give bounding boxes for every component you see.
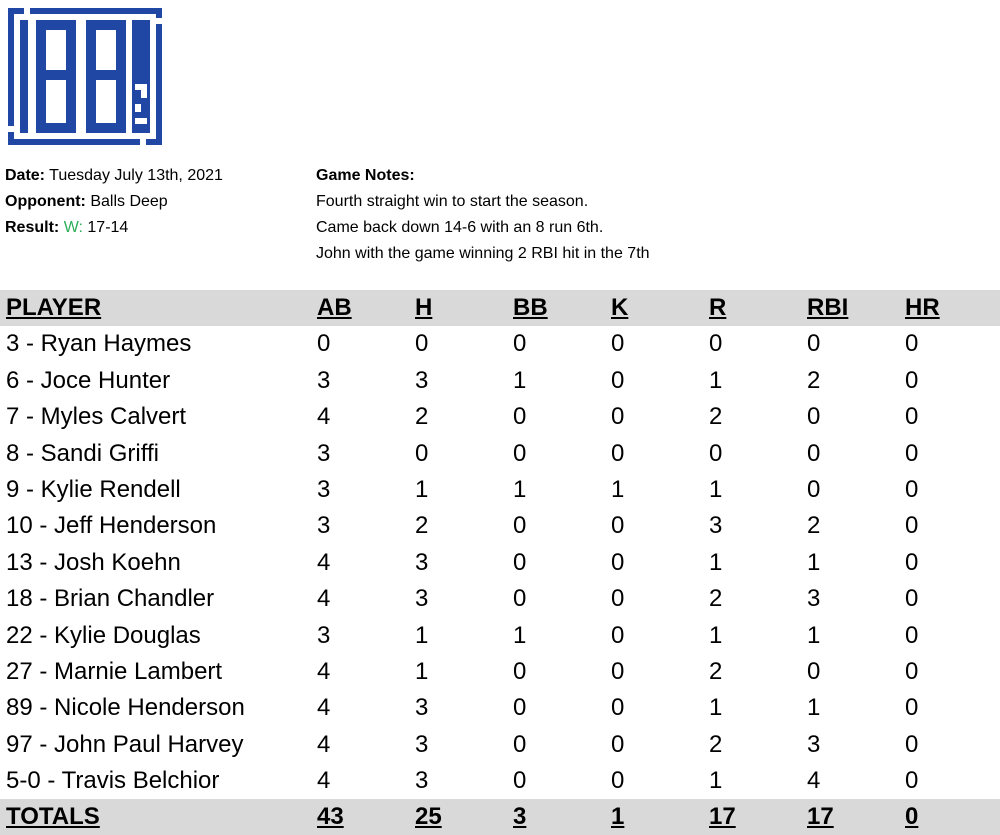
stat-cell bbox=[709, 690, 722, 726]
cell-value: 0 bbox=[709, 439, 723, 467]
stat-cell bbox=[905, 545, 918, 581]
stat-cell bbox=[415, 690, 428, 726]
stat-cell bbox=[611, 763, 624, 799]
cell-value: 0 bbox=[513, 330, 527, 358]
stat-cell bbox=[611, 508, 624, 544]
game-note-line: Fourth straight win to start the season. bbox=[316, 193, 589, 210]
stat-cell bbox=[317, 763, 330, 799]
stat-cell bbox=[317, 399, 330, 435]
stat-cell bbox=[415, 763, 428, 799]
stat-cell bbox=[807, 799, 834, 835]
cell-value: 4 bbox=[317, 403, 331, 431]
stat-cell bbox=[807, 763, 820, 799]
cell-value: 0 bbox=[905, 803, 919, 831]
cell-value: 0 bbox=[611, 512, 625, 540]
table-row bbox=[0, 618, 1000, 654]
cell-text: 97 - John Paul Harvey bbox=[6, 730, 244, 758]
stat-cell bbox=[317, 472, 330, 508]
cell-value: 2 bbox=[709, 730, 723, 758]
player-cell bbox=[6, 581, 214, 617]
opponent-value: Balls Deep bbox=[90, 193, 168, 210]
cell-value: 0 bbox=[513, 548, 527, 576]
cell-value: 1 bbox=[709, 694, 723, 722]
cell-text: 18 - Brian Chandler bbox=[6, 585, 215, 613]
stat-cell bbox=[513, 508, 526, 544]
cell-value: 1 bbox=[513, 366, 527, 394]
stat-cell bbox=[905, 799, 918, 835]
player-cell bbox=[6, 618, 201, 654]
cell-value: 17 bbox=[709, 803, 736, 831]
stat-cell bbox=[611, 799, 624, 835]
result-outcome: W: bbox=[63, 219, 83, 236]
stat-cell bbox=[611, 290, 628, 326]
stat-cell bbox=[905, 326, 918, 362]
stat-cell bbox=[415, 581, 428, 617]
cell-value: 0 bbox=[905, 366, 919, 394]
stat-cell bbox=[905, 363, 918, 399]
stat-cell bbox=[807, 326, 820, 362]
cell-value: 0 bbox=[513, 657, 527, 685]
player-cell bbox=[6, 508, 216, 544]
cell-value: 4 bbox=[317, 657, 331, 685]
cell-value: 1 bbox=[513, 475, 527, 503]
cell-value: 0 bbox=[513, 585, 527, 613]
cell-value: 3 bbox=[807, 730, 821, 758]
stat-cell bbox=[317, 363, 330, 399]
stat-cell bbox=[807, 290, 848, 326]
stat-cell bbox=[709, 472, 722, 508]
cell-value: 0 bbox=[905, 767, 919, 795]
table-row bbox=[0, 436, 1000, 472]
stat-cell bbox=[807, 581, 820, 617]
stat-cell bbox=[317, 508, 330, 544]
cell-value: K bbox=[611, 294, 629, 321]
stat-cell bbox=[513, 763, 526, 799]
cell-value: 25 bbox=[415, 803, 442, 831]
player-cell bbox=[6, 763, 219, 799]
stat-cell bbox=[905, 618, 918, 654]
cell-value: 0 bbox=[513, 403, 527, 431]
cell-value: 0 bbox=[807, 657, 821, 685]
cell-value: 0 bbox=[611, 548, 625, 576]
cell-value: 0 bbox=[905, 730, 919, 758]
stat-cell bbox=[513, 727, 526, 763]
date-label: Date: bbox=[5, 167, 46, 184]
stat-cell bbox=[807, 508, 820, 544]
stat-cell bbox=[905, 654, 918, 690]
player-cell bbox=[6, 399, 186, 435]
cell-value: 3 bbox=[415, 548, 429, 576]
stat-cell bbox=[415, 290, 432, 326]
cell-value: R bbox=[709, 294, 727, 321]
cell-value: 3 bbox=[317, 621, 331, 649]
stat-cell bbox=[513, 399, 526, 435]
stat-cell bbox=[709, 654, 722, 690]
cell-value: 3 bbox=[709, 512, 723, 540]
stat-cell bbox=[611, 618, 624, 654]
stat-cell bbox=[513, 690, 526, 726]
cell-text: PLAYER bbox=[6, 294, 102, 321]
cell-value: 1 bbox=[415, 621, 429, 649]
stat-cell bbox=[611, 654, 624, 690]
result-line bbox=[5, 215, 223, 241]
cell-value: 0 bbox=[415, 330, 429, 358]
cell-value: 2 bbox=[415, 512, 429, 540]
cell-value: 2 bbox=[709, 403, 723, 431]
result-score: 17-14 bbox=[87, 219, 129, 236]
table-row bbox=[0, 326, 1000, 362]
cell-value: 1 bbox=[611, 475, 625, 503]
cell-value: 17 bbox=[807, 803, 834, 831]
cell-text: 6 - Joce Hunter bbox=[6, 366, 171, 394]
cell-value: 0 bbox=[611, 330, 625, 358]
cell-value: 3 bbox=[807, 585, 821, 613]
cell-value: 0 bbox=[513, 730, 527, 758]
date-line bbox=[5, 163, 223, 189]
cell-value: 0 bbox=[611, 694, 625, 722]
cell-value: 0 bbox=[905, 439, 919, 467]
stat-cell bbox=[415, 799, 442, 835]
cell-value: 3 bbox=[317, 475, 331, 503]
stat-cell bbox=[317, 581, 330, 617]
stat-cell bbox=[709, 290, 726, 326]
stat-cell bbox=[415, 545, 428, 581]
stat-cell bbox=[513, 618, 526, 654]
cell-value: 4 bbox=[317, 585, 331, 613]
opponent-line bbox=[5, 189, 223, 215]
table-row bbox=[0, 508, 1000, 544]
player-cell bbox=[6, 545, 181, 581]
stat-cell bbox=[317, 799, 344, 835]
stat-cell bbox=[905, 472, 918, 508]
cell-value: 0 bbox=[415, 439, 429, 467]
cell-value: 1 bbox=[513, 621, 527, 649]
cell-value: 1 bbox=[709, 475, 723, 503]
game-note-line: John with the game winning 2 RBI hit in the 7th bbox=[316, 245, 650, 262]
result-label: Result: bbox=[5, 219, 60, 236]
cell-text: 22 - Kylie Douglas bbox=[6, 621, 201, 649]
cell-value: 2 bbox=[709, 657, 723, 685]
stat-cell bbox=[611, 472, 624, 508]
cell-value: 4 bbox=[317, 694, 331, 722]
stat-cell bbox=[709, 363, 722, 399]
stat-cell bbox=[709, 763, 722, 799]
table-row bbox=[0, 654, 1000, 690]
cell-value: 0 bbox=[513, 694, 527, 722]
stat-cell bbox=[415, 618, 428, 654]
stat-cell bbox=[905, 727, 918, 763]
player-cell bbox=[6, 690, 245, 726]
stat-cell bbox=[611, 363, 624, 399]
stat-cell bbox=[807, 363, 820, 399]
stat-cell bbox=[513, 581, 526, 617]
stat-cell bbox=[709, 581, 722, 617]
game-notes-title: Game Notes: bbox=[316, 167, 415, 184]
cell-value: 0 bbox=[611, 621, 625, 649]
stat-cell bbox=[513, 326, 526, 362]
cell-value: RBI bbox=[807, 294, 849, 321]
cell-value: 3 bbox=[415, 767, 429, 795]
stat-cell bbox=[905, 763, 918, 799]
stat-cell bbox=[905, 690, 918, 726]
stat-cell bbox=[905, 581, 918, 617]
stat-cell bbox=[415, 326, 428, 362]
cell-value: 3 bbox=[415, 730, 429, 758]
table-row bbox=[0, 763, 1000, 799]
stat-cell bbox=[513, 436, 526, 472]
stat-cell bbox=[905, 290, 940, 326]
stat-cell bbox=[807, 618, 820, 654]
cell-value: 3 bbox=[415, 585, 429, 613]
cell-value: 0 bbox=[611, 657, 625, 685]
table-header-row bbox=[0, 290, 1000, 326]
stat-cell bbox=[415, 654, 428, 690]
stat-cell bbox=[317, 654, 330, 690]
cell-text: 10 - Jeff Henderson bbox=[6, 512, 217, 540]
stat-cell bbox=[415, 472, 428, 508]
cell-value: 0 bbox=[807, 439, 821, 467]
stat-cell bbox=[807, 399, 820, 435]
stat-cell bbox=[709, 399, 722, 435]
table-row bbox=[0, 727, 1000, 763]
player-cell bbox=[6, 363, 170, 399]
cell-text: 7 - Myles Calvert bbox=[6, 403, 187, 431]
stat-cell bbox=[317, 690, 330, 726]
cell-text: 13 - Josh Koehn bbox=[6, 548, 181, 576]
date-value: Tuesday July 13th, 2021 bbox=[49, 167, 223, 184]
stat-cell bbox=[513, 545, 526, 581]
table-row bbox=[0, 363, 1000, 399]
cell-value: 1 bbox=[415, 657, 429, 685]
cell-value: 1 bbox=[611, 803, 625, 831]
cell-value: 0 bbox=[611, 366, 625, 394]
stat-cell bbox=[611, 690, 624, 726]
cell-value: 0 bbox=[905, 585, 919, 613]
stat-cell bbox=[317, 436, 330, 472]
cell-value: 3 bbox=[415, 694, 429, 722]
cell-value: 0 bbox=[317, 330, 331, 358]
table-row bbox=[0, 472, 1000, 508]
stat-cell bbox=[611, 399, 624, 435]
player-cell bbox=[6, 654, 222, 690]
stat-cell bbox=[709, 618, 722, 654]
cell-value: 0 bbox=[807, 403, 821, 431]
cell-value: 0 bbox=[905, 621, 919, 649]
stat-cell bbox=[317, 290, 352, 326]
stat-cell bbox=[317, 545, 330, 581]
cell-value: 3 bbox=[317, 439, 331, 467]
stat-cell bbox=[415, 363, 428, 399]
cell-value: 2 bbox=[807, 512, 821, 540]
cell-value: 0 bbox=[807, 475, 821, 503]
cell-value: 4 bbox=[807, 767, 821, 795]
stat-cell bbox=[709, 436, 722, 472]
stat-cell bbox=[317, 326, 330, 362]
cell-text: 8 - Sandi Griffi bbox=[6, 439, 159, 467]
table-row bbox=[0, 690, 1000, 726]
player-cell bbox=[6, 290, 101, 326]
team-logo bbox=[8, 8, 162, 145]
stat-cell bbox=[709, 545, 722, 581]
player-cell bbox=[6, 799, 100, 835]
stat-cell bbox=[709, 326, 722, 362]
cell-value: 1 bbox=[415, 475, 429, 503]
cell-value: 0 bbox=[513, 439, 527, 467]
game-notes bbox=[316, 163, 650, 267]
cell-value: 0 bbox=[905, 330, 919, 358]
player-cell bbox=[6, 472, 181, 508]
cell-value: 1 bbox=[709, 621, 723, 649]
stat-cell bbox=[807, 654, 820, 690]
totals-row bbox=[0, 799, 1000, 835]
cell-value: 1 bbox=[709, 548, 723, 576]
box-score-table bbox=[0, 290, 1000, 835]
cell-value: 0 bbox=[513, 767, 527, 795]
cell-value: 0 bbox=[905, 657, 919, 685]
stat-cell bbox=[513, 799, 526, 835]
cell-value: 0 bbox=[611, 767, 625, 795]
cell-value: 4 bbox=[317, 548, 331, 576]
cell-text: 27 - Marnie Lambert bbox=[6, 657, 223, 685]
cell-text: 9 - Kylie Rendell bbox=[6, 475, 181, 503]
cell-value: 0 bbox=[905, 548, 919, 576]
stat-cell bbox=[415, 436, 428, 472]
cell-value: 0 bbox=[807, 330, 821, 358]
stat-cell bbox=[415, 508, 428, 544]
player-cell bbox=[6, 727, 243, 763]
stat-cell bbox=[415, 727, 428, 763]
player-cell bbox=[6, 436, 159, 472]
cell-value: 4 bbox=[317, 767, 331, 795]
cell-value: 2 bbox=[415, 403, 429, 431]
cell-value: 4 bbox=[317, 730, 331, 758]
cell-value: 0 bbox=[905, 403, 919, 431]
cell-value: 2 bbox=[807, 366, 821, 394]
opponent-label: Opponent: bbox=[5, 193, 86, 210]
stat-cell bbox=[513, 472, 526, 508]
stat-cell bbox=[709, 727, 722, 763]
cell-value: 0 bbox=[611, 730, 625, 758]
cell-value: 0 bbox=[513, 512, 527, 540]
cell-value: 2 bbox=[709, 585, 723, 613]
cell-text: 5-0 - Travis Belchior bbox=[6, 767, 220, 795]
table-row bbox=[0, 581, 1000, 617]
stat-cell bbox=[611, 545, 624, 581]
cell-value: AB bbox=[317, 294, 352, 321]
cell-value: H bbox=[415, 294, 433, 321]
cell-value: 0 bbox=[905, 475, 919, 503]
stat-cell bbox=[611, 727, 624, 763]
cell-text: 3 - Ryan Haymes bbox=[6, 330, 192, 358]
game-note-line: Came back down 14-6 with an 8 run 6th. bbox=[316, 219, 604, 236]
cell-value: 1 bbox=[807, 621, 821, 649]
stat-cell bbox=[905, 508, 918, 544]
stat-cell bbox=[905, 399, 918, 435]
cell-value: BB bbox=[513, 294, 548, 321]
stat-cell bbox=[317, 727, 330, 763]
cell-text: 89 - Nicole Henderson bbox=[6, 694, 245, 722]
cell-value: 0 bbox=[709, 330, 723, 358]
cell-value: 1 bbox=[709, 366, 723, 394]
cell-value: 3 bbox=[317, 512, 331, 540]
cell-value: 1 bbox=[807, 548, 821, 576]
stat-cell bbox=[513, 654, 526, 690]
stat-cell bbox=[807, 436, 820, 472]
cell-value: 1 bbox=[807, 694, 821, 722]
game-info bbox=[5, 163, 223, 241]
table-row bbox=[0, 399, 1000, 435]
table-row bbox=[0, 545, 1000, 581]
stat-cell bbox=[611, 581, 624, 617]
cell-value: 3 bbox=[513, 803, 527, 831]
stat-cell bbox=[905, 436, 918, 472]
cell-value: HR bbox=[905, 294, 940, 321]
cell-value: 3 bbox=[415, 366, 429, 394]
stat-cell bbox=[513, 290, 548, 326]
cell-value: 1 bbox=[709, 767, 723, 795]
stat-cell bbox=[807, 472, 820, 508]
cell-text: TOTALS bbox=[6, 803, 100, 831]
stat-cell bbox=[611, 436, 624, 472]
stat-cell bbox=[807, 545, 820, 581]
stat-cell bbox=[807, 690, 820, 726]
stat-cell bbox=[317, 618, 330, 654]
stat-cell bbox=[709, 508, 722, 544]
cell-value: 0 bbox=[611, 439, 625, 467]
cell-value: 0 bbox=[611, 585, 625, 613]
cell-value: 0 bbox=[905, 512, 919, 540]
stat-cell bbox=[611, 326, 624, 362]
stat-cell bbox=[709, 799, 736, 835]
cell-value: 3 bbox=[317, 366, 331, 394]
player-cell bbox=[6, 326, 191, 362]
stat-cell bbox=[513, 363, 526, 399]
cell-value: 43 bbox=[317, 803, 344, 831]
stat-cell bbox=[807, 727, 820, 763]
stat-cell bbox=[415, 399, 428, 435]
cell-value: 0 bbox=[611, 403, 625, 431]
cell-value: 0 bbox=[905, 694, 919, 722]
